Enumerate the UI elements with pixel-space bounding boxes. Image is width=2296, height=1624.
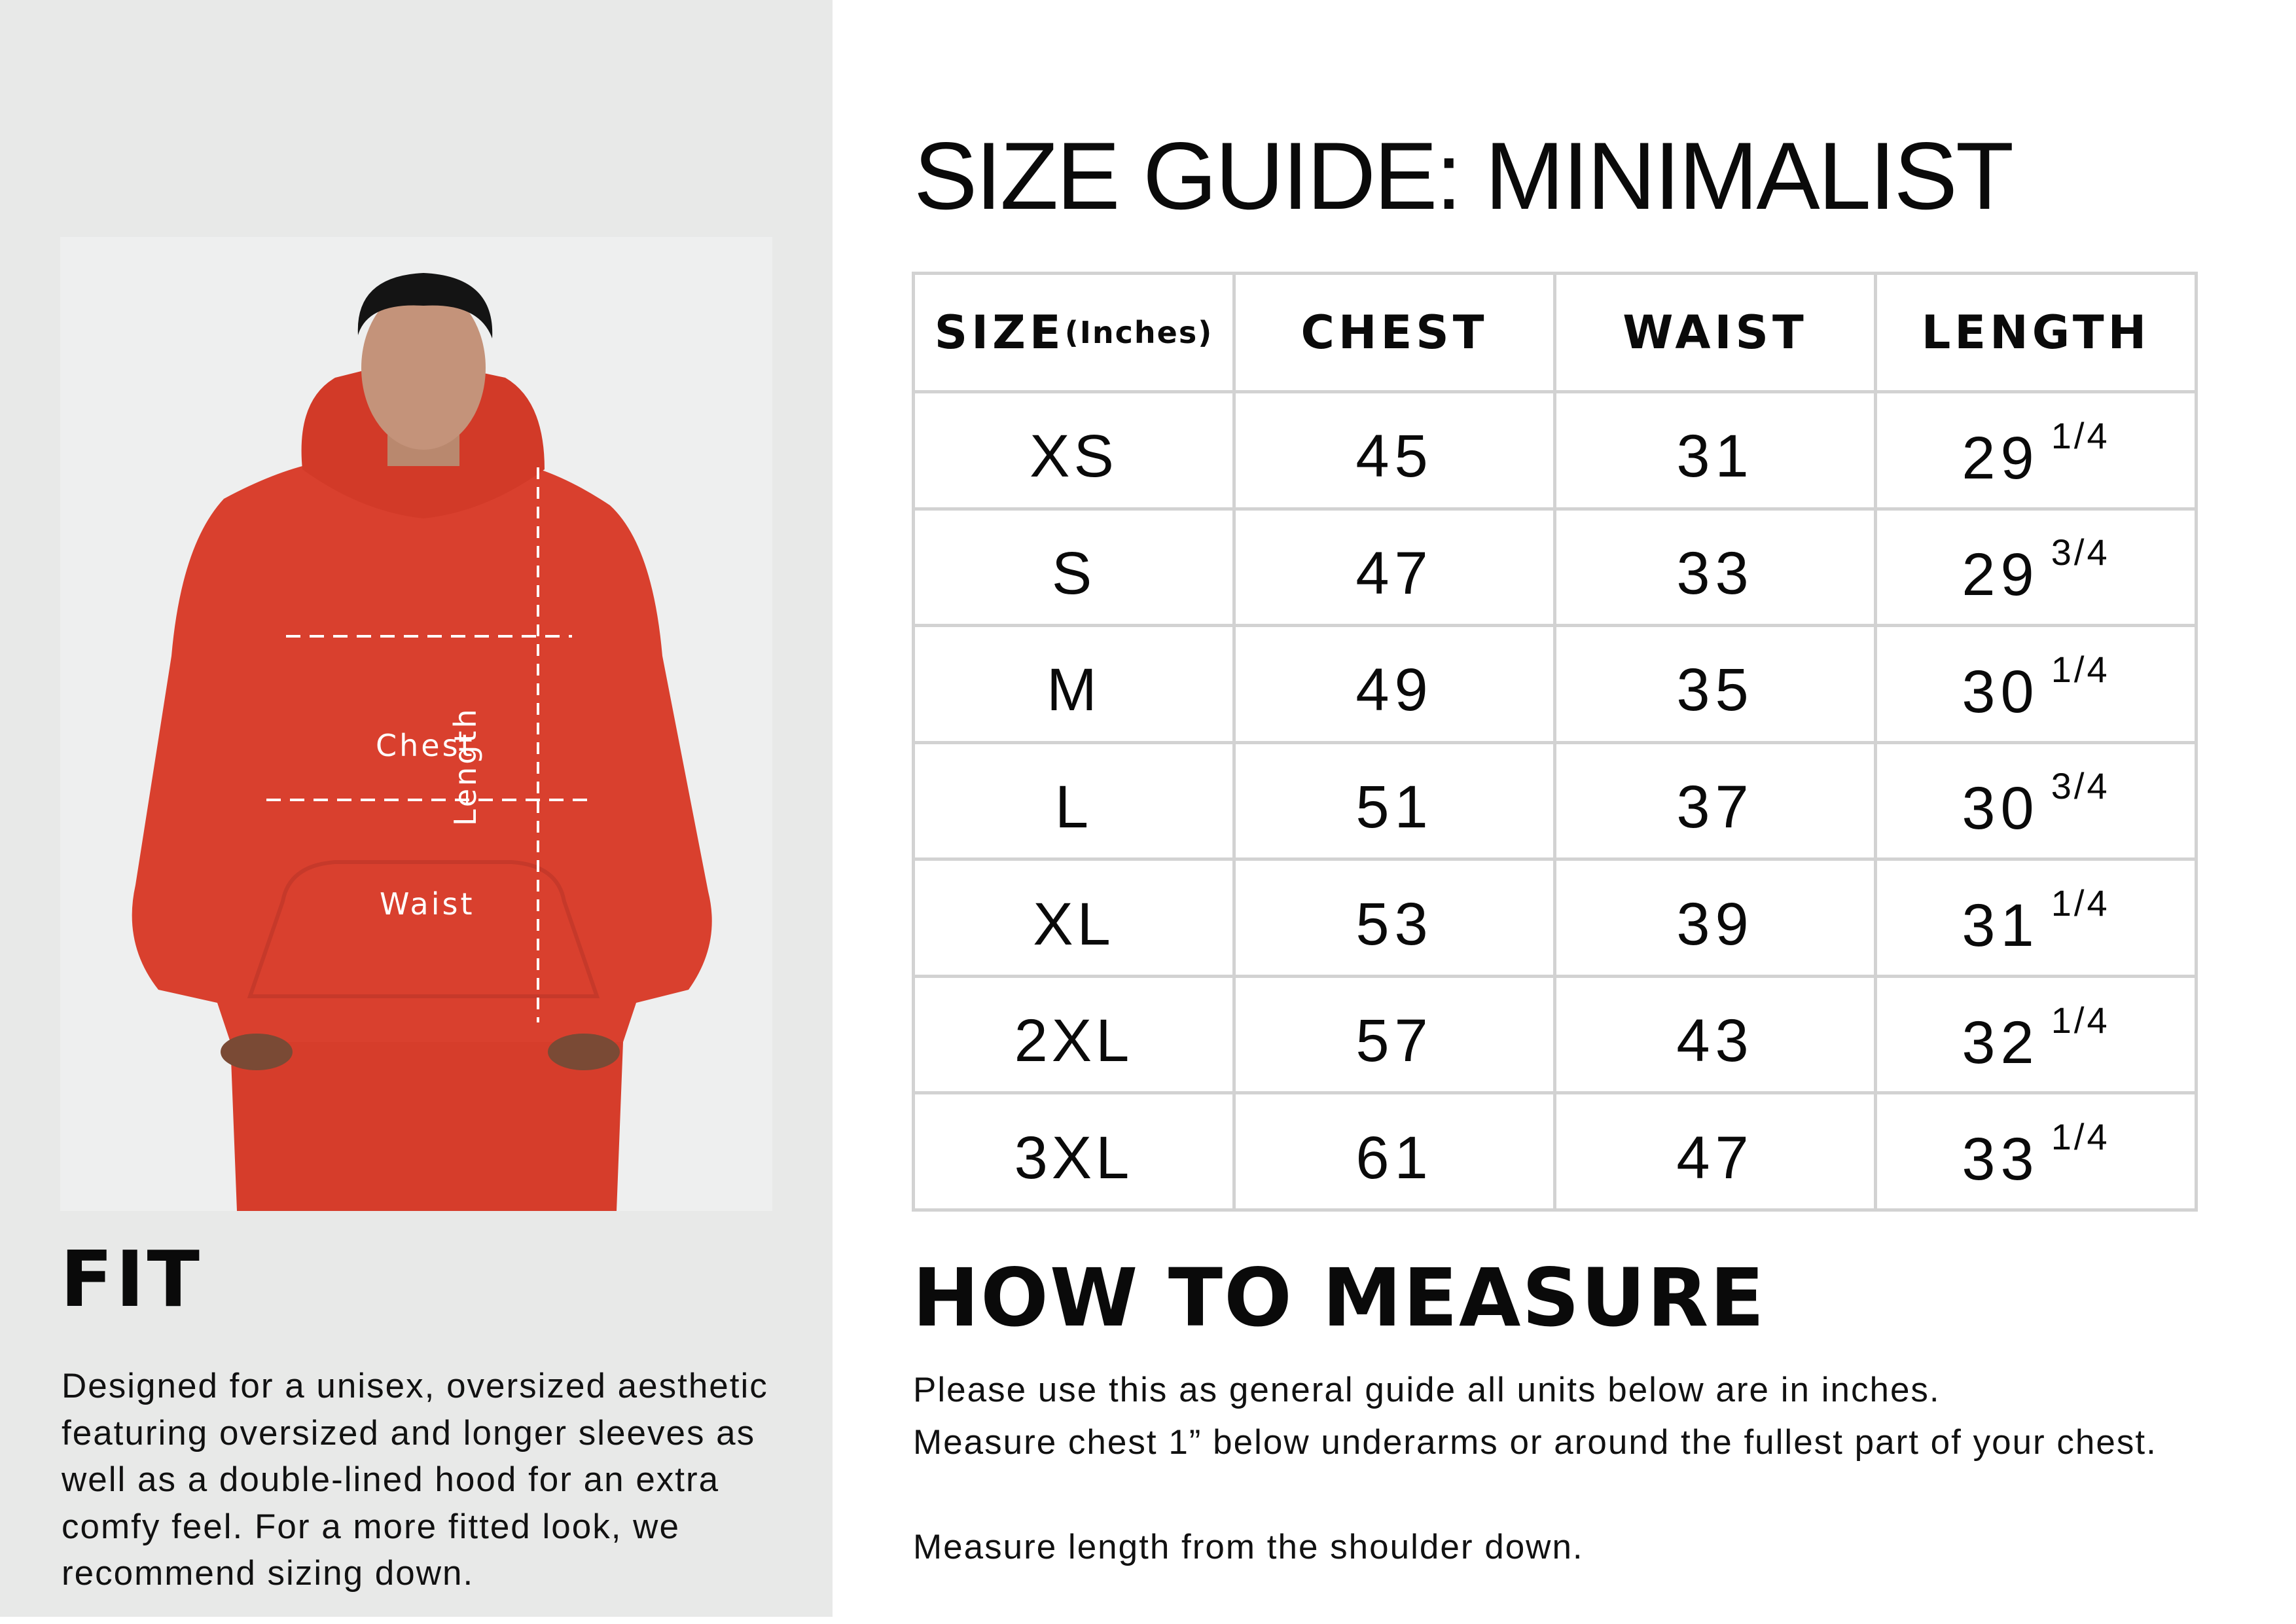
- size-cell: S: [914, 509, 1234, 626]
- chest-cell: 45: [1234, 392, 1555, 509]
- size-cell: XL: [914, 859, 1234, 977]
- model-photo: [60, 237, 772, 1211]
- table-row: [914, 742, 2197, 859]
- chest-cell: 57: [1234, 976, 1555, 1093]
- waist-cell: 43: [1555, 976, 1876, 1093]
- table-row: [914, 859, 2197, 977]
- table-row: [914, 976, 2197, 1093]
- waist-cell: 39: [1555, 859, 1876, 977]
- fit-description: Designed for a unisex, oversized aesthetic featuring oversized and longer sleeves as well as a double-lined hood for an extra comfy feel. For a more fitted look, we recommend sizing down.: [62, 1367, 768, 1593]
- chest-cell: 53: [1234, 859, 1555, 977]
- table-row: [914, 392, 2197, 509]
- waist-cell: 33: [1555, 509, 1876, 626]
- header-size: SIZE(Inches): [914, 274, 1234, 392]
- length-fraction: 3/4: [2051, 765, 2110, 807]
- length-cell: 33 $^{1/4}$: [1876, 1093, 2197, 1210]
- how-to-measure-heading: HOW TO MEASURE: [912, 1252, 1766, 1344]
- measure-instruction-chest: Measure chest 1” below underarms or around the fullest part of your chest.: [913, 1423, 2157, 1462]
- length-fraction: 1/4: [2051, 1116, 2110, 1158]
- chest-label: Chest: [376, 728, 475, 763]
- length-fraction: 1/4: [2051, 648, 2110, 690]
- size-cell: 3XL: [914, 1093, 1234, 1210]
- length-fraction: 1/4: [2051, 999, 2110, 1041]
- header-size-unit: (Inches): [1064, 315, 1213, 350]
- chest-cell: 49: [1234, 626, 1555, 743]
- waist-cell: 35: [1555, 626, 1876, 743]
- size-cell: M: [914, 626, 1234, 743]
- length-cell: 31 $^{1/4}$: [1876, 859, 2197, 977]
- chest-cell: 61: [1234, 1093, 1555, 1210]
- hoodie-model-illustration: [60, 237, 772, 1211]
- fit-panel: [0, 0, 833, 1617]
- length-fraction: 3/4: [2051, 532, 2110, 573]
- header-waist: WAIST: [1555, 274, 1876, 392]
- length-label: Length: [448, 706, 483, 826]
- length-fraction: 1/4: [2051, 414, 2110, 456]
- length-cell: 29 $^{3/4}$: [1876, 509, 2197, 626]
- length-cell: 32 $^{1/4}$: [1876, 976, 2197, 1093]
- length-fraction: 1/4: [2051, 882, 2110, 924]
- fit-heading: FIT: [60, 1234, 203, 1324]
- waist-cell: 31: [1555, 392, 1876, 509]
- table-row: [914, 1093, 2197, 1210]
- length-cell: 30 $^{3/4}$: [1876, 742, 2197, 859]
- page-title: SIZE GUIDE: MINIMALIST: [914, 122, 2013, 229]
- chest-cell: 47: [1234, 509, 1555, 626]
- size-cell: XS: [914, 392, 1234, 509]
- length-cell: 30 $^{1/4}$: [1876, 626, 2197, 743]
- size-table: [912, 272, 2198, 1212]
- size-cell: L: [914, 742, 1234, 859]
- header-length: LENGTH: [1876, 274, 2197, 392]
- chest-cell: 51: [1234, 742, 1555, 859]
- size-cell: 2XL: [914, 976, 1234, 1093]
- table-row: [914, 626, 2197, 743]
- waist-label: Waist: [380, 886, 475, 922]
- waist-cell: 47: [1555, 1093, 1876, 1210]
- table-header-row: [914, 274, 2197, 392]
- length-cell: 29 $^{1/4}$: [1876, 392, 2197, 509]
- table-row: [914, 509, 2197, 626]
- measure-instruction-general: Please use this as general guide all units below are in inches.: [913, 1371, 1941, 1409]
- header-chest: CHEST: [1234, 274, 1555, 392]
- waist-cell: 37: [1555, 742, 1876, 859]
- measure-instruction-length: Measure length from the shoulder down.: [913, 1528, 1584, 1566]
